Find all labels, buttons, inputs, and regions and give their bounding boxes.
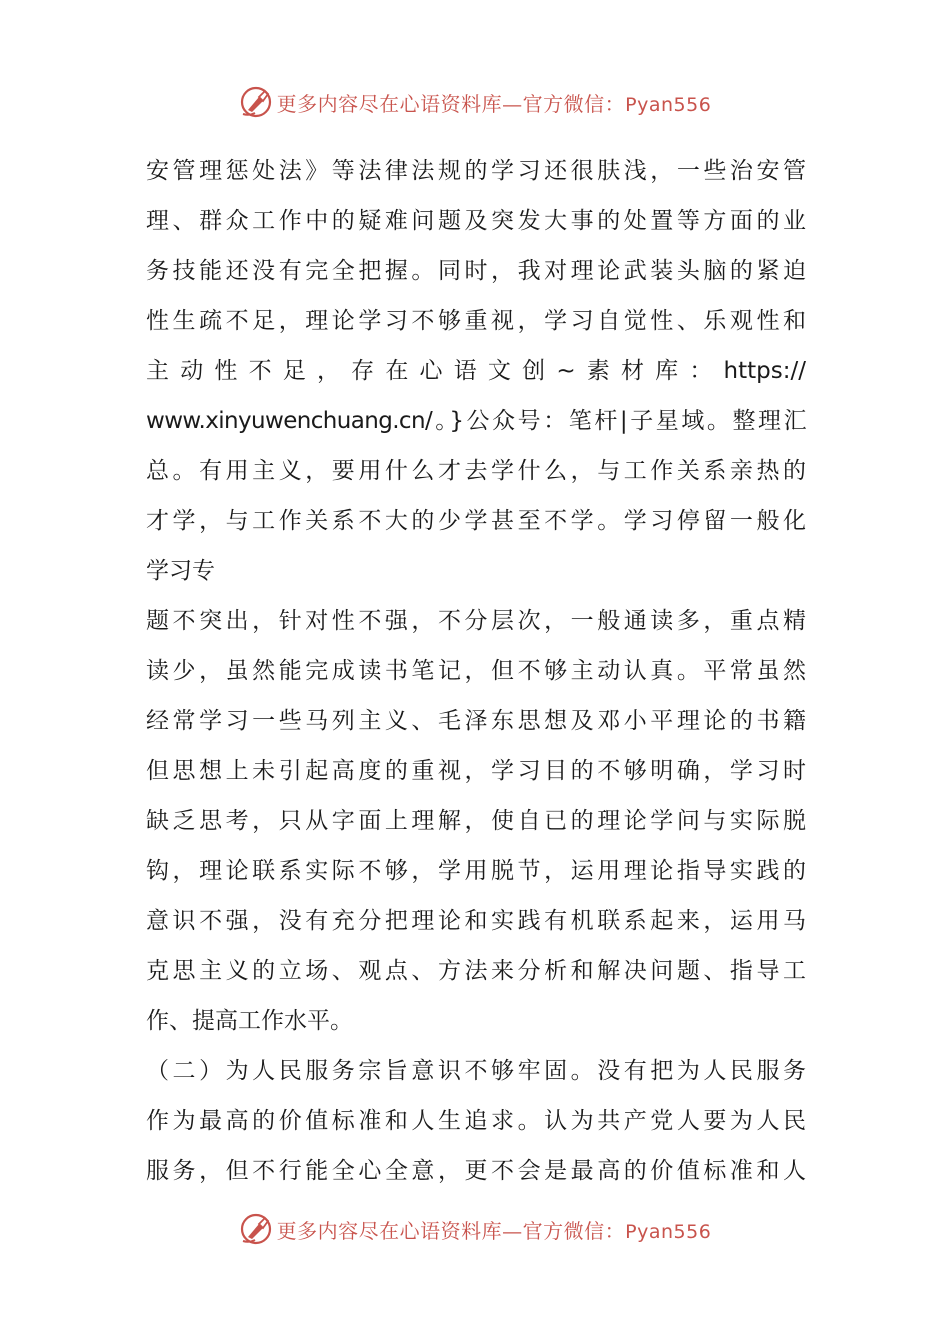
footer-banner-text <box>277 1215 712 1244</box>
pen-nib-logo-icon <box>239 1212 273 1246</box>
body-line: 才学，与工作关系不大的少学甚至不学。学习停留一般化 <box>146 508 806 534</box>
header-dash: — <box>502 91 523 116</box>
body-line: 题不突出，针对性不强，不分层次，一般通读多，重点精 <box>146 608 806 634</box>
header-brand: 更多内容尽在心语资料库 <box>276 91 503 116</box>
pen-nib-logo-icon <box>239 85 273 119</box>
body-line: 读少，虽然能完成读书笔记，但不够主动认真。平常虽然 <box>146 658 806 684</box>
body-line: 总。有用主义，要用什么才去学什么，与工作关系亲热的 <box>146 458 806 484</box>
body-line: 服务，但不行能全心全意，更不会是最高的价值标准和人 <box>146 1158 806 1184</box>
body-line-url: www.xinyuwenchuang.cn/。}公众号：笔杆|子星域。整理汇 <box>146 408 806 434</box>
body-line: 但思想上未引起高度的重视，学习目的不够明确，学习时 <box>146 758 806 784</box>
body-line: 克思主义的立场、观点、方法来分析和解决问题、指导工 <box>146 958 806 984</box>
body-line: 意识不强，没有充分把理论和实践有机联系起来，运用马 <box>146 908 806 934</box>
footer-brand: 更多内容尽在心语资料库 <box>276 1218 503 1243</box>
header-banner-text <box>277 88 712 117</box>
footer-dash: — <box>502 1218 523 1243</box>
body-line: 务技能还没有完全把握。同时，我对理论武装头脑的紧迫 <box>146 258 806 284</box>
header-wechat-id: Pyan556 <box>625 93 712 116</box>
body-line: 经常学习一些马列主义、毛泽东思想及邓小平理论的书籍 <box>146 708 806 734</box>
header-banner <box>0 82 950 122</box>
body-line: 主动性不足，存在心语文创~素材库：https:// <box>146 358 806 384</box>
body-line: 学习专 <box>146 558 215 584</box>
body-line: 安管理惩处法》等法律法规的学习还很肤浅，一些治安管 <box>146 158 806 184</box>
body-line: 作为最高的价值标准和人生追求。认为共产党人要为人民 <box>146 1108 806 1134</box>
section-heading-line: （二）为人民服务宗旨意识不够牢固。没有把为人民服务 <box>146 1058 806 1084</box>
footer-wechat-id: Pyan556 <box>625 1220 712 1243</box>
header-wechat-label: 官方微信： <box>522 91 626 116</box>
body-line: 作、提高工作水平。 <box>146 1008 353 1034</box>
body-line: 缺乏思考，只从字面上理解，使自已的理论学问与实际脱 <box>146 808 806 834</box>
footer-banner <box>0 1209 950 1249</box>
document-body <box>146 146 806 1196</box>
body-line: 理、群众工作中的疑难问题及突发大事的处置等方面的业 <box>146 208 806 234</box>
body-line: 性生疏不足，理论学习不够重视，学习自觉性、乐观性和 <box>146 308 806 334</box>
footer-wechat-label: 官方微信： <box>522 1218 626 1243</box>
body-line: 钩，理论联系实际不够，学用脱节，运用理论指导实践的 <box>146 858 806 884</box>
